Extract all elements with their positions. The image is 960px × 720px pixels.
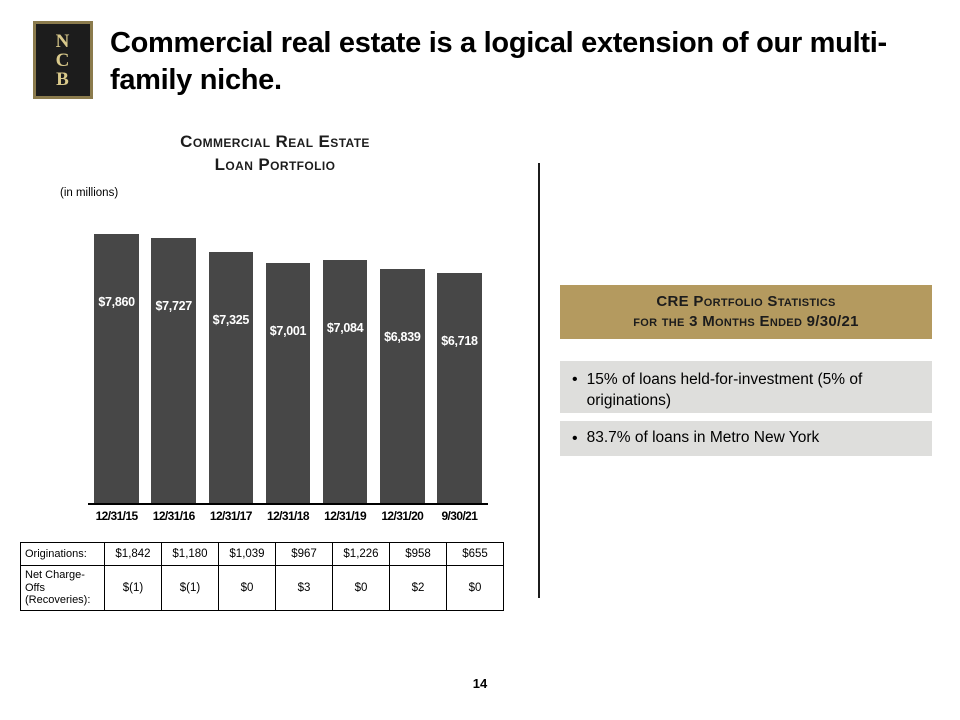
chart-bar-value-label: $7,084 xyxy=(326,321,364,336)
logo-letter-b: B xyxy=(56,68,70,90)
chart-title-line-2: Loan Portfolio xyxy=(214,154,336,174)
table-row xyxy=(21,543,504,566)
chart-x-label: 12/31/15 xyxy=(95,509,138,523)
chart-bar-value-label: $6,718 xyxy=(441,333,478,348)
table-row-header: Originations: xyxy=(21,543,105,566)
bullet-icon: • xyxy=(572,429,578,447)
chart-x-label: 12/31/17 xyxy=(209,509,252,523)
chart-bar xyxy=(209,252,254,503)
chart-bar xyxy=(380,269,425,503)
chart-x-label: 12/31/19 xyxy=(324,509,367,523)
logo-inner xyxy=(36,24,90,96)
page-number: 14 xyxy=(472,676,488,691)
table-cell: $3 xyxy=(276,566,333,611)
vertical-divider xyxy=(538,163,540,598)
chart-units-label: (in millions) xyxy=(60,187,119,199)
table-cell: $655 xyxy=(447,543,504,566)
table-cell: $0 xyxy=(333,566,390,611)
table-cell: $958 xyxy=(390,543,447,566)
chart-bar xyxy=(151,238,196,503)
page-title: Commercial real estate is a logical extension of our multi-family niche. xyxy=(110,27,887,97)
chart-bar-value-label: $7,727 xyxy=(155,299,192,314)
chart-data-table xyxy=(20,542,504,611)
stat-item-label: 83.7% of loans in Metro New York xyxy=(586,429,820,447)
stats-header-line-1: CRE Portfolio Statistics xyxy=(656,292,836,310)
bar-chart-plot xyxy=(88,215,488,503)
chart-bar xyxy=(437,273,482,503)
table-row xyxy=(21,566,504,611)
chart-bar-value-label: $6,839 xyxy=(384,329,421,344)
chart-title-line-1: Commercial Real Estate xyxy=(180,132,370,151)
table-cell: $967 xyxy=(276,543,333,566)
chart-axis-line xyxy=(88,503,488,505)
table-cell: $1,842 xyxy=(105,543,162,566)
nycb-logo xyxy=(33,21,93,99)
stat-item xyxy=(560,361,932,413)
table-cell: $2 xyxy=(390,566,447,611)
stat-item xyxy=(560,421,932,456)
chart-title xyxy=(60,131,490,177)
table-cell: $(1) xyxy=(162,566,219,611)
chart-bar-value-label: $7,001 xyxy=(269,323,307,338)
stat-item-label: 15% of loans held-for-investment (5% of originations) xyxy=(586,371,863,409)
table-cell: $1,039 xyxy=(219,543,276,566)
data-table-body xyxy=(21,543,504,611)
bullet-icon: • xyxy=(572,371,578,388)
table-cell: $0 xyxy=(447,566,504,611)
chart-bar xyxy=(266,263,311,503)
logo-letter-n: N xyxy=(55,30,71,52)
table-row-header: Net Charge-Offs (Recoveries): xyxy=(21,566,105,611)
stats-header-line-2: for the 3 Months Ended 9/30/21 xyxy=(633,313,859,330)
logo-letter-c: C xyxy=(55,49,71,71)
chart-bar-value-label: $7,860 xyxy=(98,294,135,309)
chart-bar-value-label: $7,325 xyxy=(212,312,250,327)
table-cell: $1,226 xyxy=(333,543,390,566)
table-cell: $1,180 xyxy=(162,543,219,566)
chart-x-label: 9/30/21 xyxy=(441,509,478,523)
table-cell: $0 xyxy=(219,566,276,611)
chart-bar xyxy=(94,234,139,503)
chart-x-label: 12/31/18 xyxy=(267,509,309,523)
chart-bar xyxy=(323,260,368,503)
chart-x-label: 12/31/20 xyxy=(381,509,424,523)
stats-panel-header xyxy=(560,285,932,339)
chart-x-axis-labels xyxy=(88,509,488,529)
table-cell: $(1) xyxy=(105,566,162,611)
chart-x-label: 12/31/16 xyxy=(152,509,195,523)
